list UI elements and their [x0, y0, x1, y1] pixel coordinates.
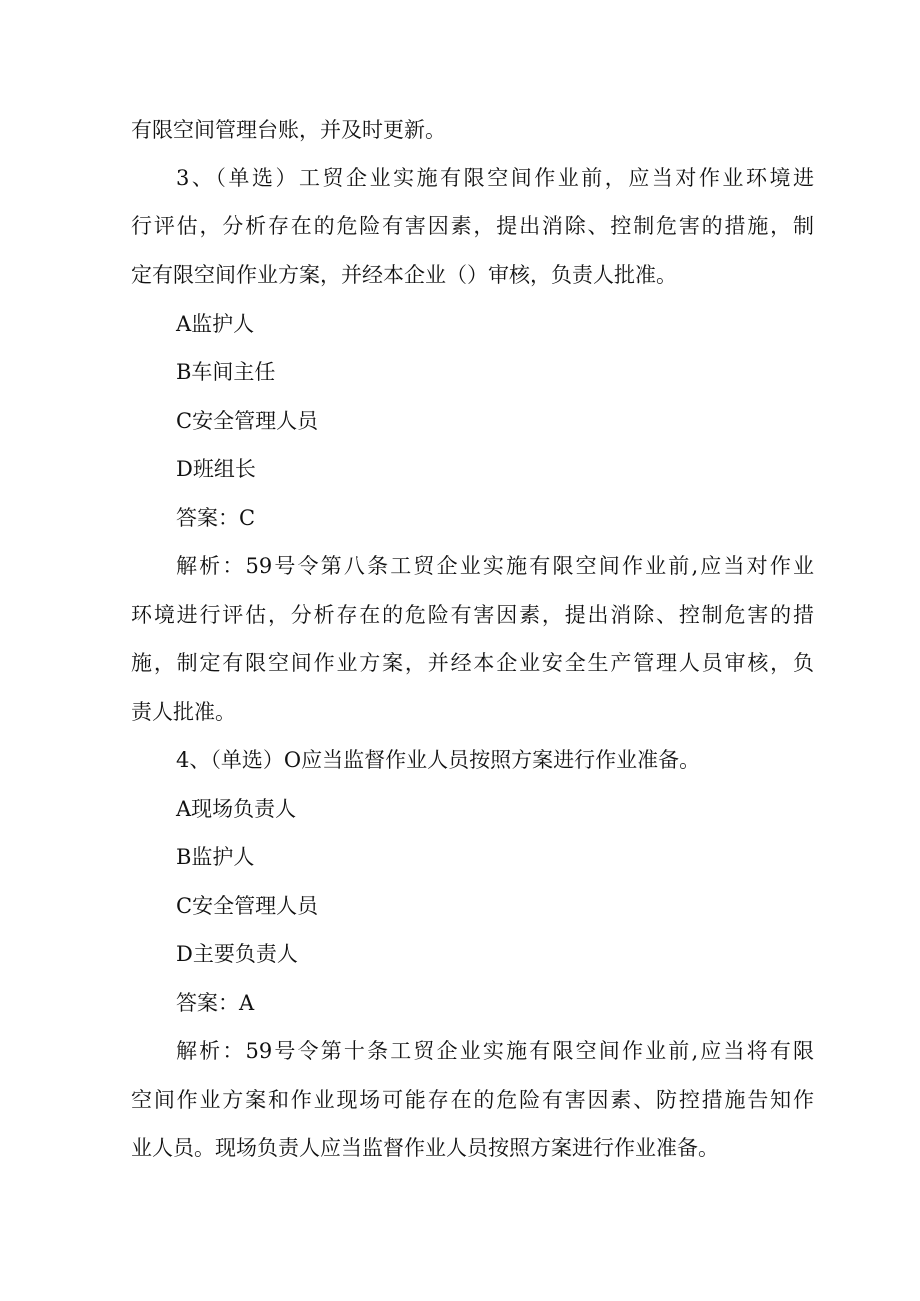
- question-3-stem-end: 定有限空间作业方案，并经本企业（）审核，负责人批准。: [131, 263, 677, 287]
- question-3-answer: 答案：C: [176, 506, 256, 530]
- question-4-option-d: D主要负责人: [176, 942, 298, 966]
- question-3-option-d: D班组长: [176, 457, 256, 481]
- question-4-option-a: A现场负责人: [176, 797, 297, 821]
- question-3-explanation-cont: 施，制定有限空间作业方案，并经本企业安全生产管理人员审核，负: [131, 651, 814, 675]
- question-4-explanation: 解析：59号令第十条工贸企业实施有限空间作业前,应当将有限: [176, 1039, 814, 1063]
- question-4-option-c: C安全管理人员: [176, 894, 319, 918]
- paragraph-line: 有限空间管理台账，并及时更新。: [131, 118, 446, 142]
- question-3-option-b: B车间主任: [176, 360, 276, 384]
- question-4-explanation-cont: 空间作业方案和作业现场可能存在的危险有害因素、防控措施告知作: [131, 1088, 814, 1112]
- question-3-explanation: 解析：59号令第八条工贸企业实施有限空间作业前,应当对作业: [176, 554, 814, 578]
- question-4-answer: 答案：A: [176, 991, 255, 1015]
- question-3-stem: 3、（单选）工贸企业实施有限空间作业前，应当对作业环境进: [176, 166, 814, 190]
- question-3-explanation-end: 责人批准。: [131, 700, 236, 724]
- question-4-option-b: B监护人: [176, 845, 255, 869]
- question-4-stem: 4、（单选）O应当监督作业人员按照方案进行作业准备。: [176, 748, 701, 772]
- question-4-explanation-end: 业人员。现场负责人应当监督作业人员按照方案进行作业准备。: [131, 1136, 719, 1160]
- question-3-stem-cont: 行评估，分析存在的危险有害因素，提出消除、控制危害的措施，制: [131, 214, 814, 238]
- question-3-option-a: A监护人: [176, 312, 255, 336]
- question-3-option-c: C安全管理人员: [176, 409, 319, 433]
- question-3-explanation-cont: 环境进行评估，分析存在的危险有害因素，提出消除、控制危害的措: [131, 603, 814, 627]
